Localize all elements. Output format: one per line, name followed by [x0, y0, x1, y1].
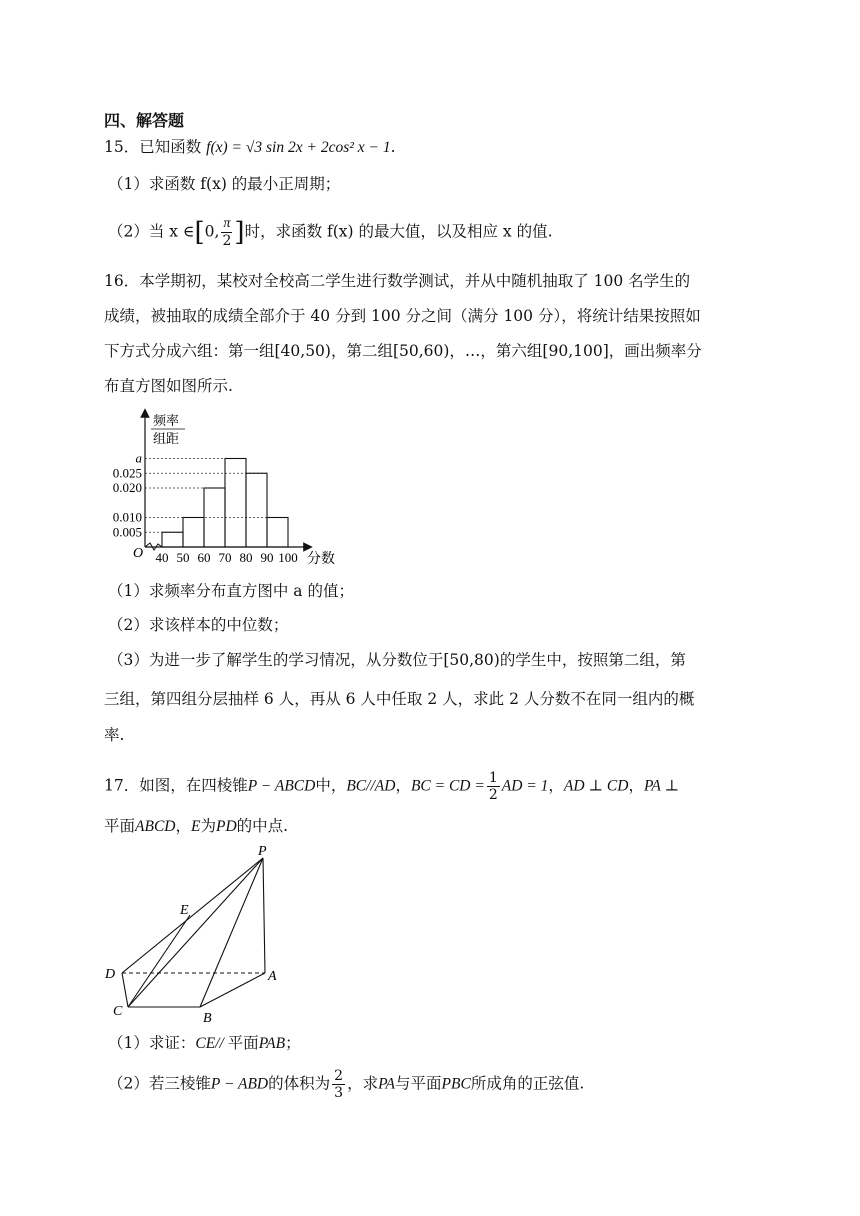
q17-part1-prefix: （1）求证：: [108, 1034, 196, 1052]
q16-part3-line1: （3）为进一步了解学生的学习情况，从分数位于[50,80)的学生中，按照第二组，第: [108, 651, 686, 669]
q17-part1-ce: CE//: [195, 1035, 228, 1052]
q17-part2-prefix: （2）若三棱锥: [108, 1074, 211, 1093]
histogram-bar: [267, 518, 288, 548]
q15-frac-den: 2: [222, 233, 232, 249]
q17-pyramid: P − ABCD: [247, 777, 316, 795]
q16-part2: （2）求该样本的中位数；: [108, 616, 289, 634]
y-tick-label: a: [135, 450, 142, 466]
q17-part2: [108, 1068, 584, 1101]
histogram-bar: [225, 459, 246, 548]
edge-dc: [122, 973, 128, 1007]
q17-two-thirds-num: 2: [334, 1068, 344, 1084]
q17-part2-suffix: 所成角的正弦值.: [470, 1074, 585, 1093]
q17-half-den: 2: [488, 787, 498, 803]
q17-eq-left: BC = CD =: [410, 777, 485, 795]
x-tick-label: 40: [155, 550, 169, 565]
q17-half: [487, 770, 500, 803]
q17-part2-and-plane: 与平面: [395, 1074, 442, 1093]
q15-interval-left: [: [194, 217, 205, 248]
q15-interval-zero: 0,: [204, 222, 220, 241]
x-axis-label: 分数: [307, 552, 335, 567]
q15-part2-prefix: （2）当 x ∈: [108, 222, 195, 241]
label-e: E: [180, 903, 189, 918]
label-a: A: [268, 969, 277, 984]
q15-frac-num: π: [223, 216, 231, 231]
q15-part2-suffix: 时，求函数 f(x) 的最大值，以及相应 x 的值.: [244, 222, 553, 241]
label-p: P: [258, 844, 267, 859]
q17-sep4: ，: [628, 776, 644, 795]
q17-part2-volume-word: 的体积为: [268, 1074, 331, 1093]
q15-function-formula: f(x) = √3 sin 2x + 2cos² x − 1: [206, 139, 391, 156]
q17-two-thirds-den: 3: [334, 1085, 344, 1101]
q17-plane-abcd: ABCD: [135, 818, 176, 835]
q17-line2-wei: 为: [200, 817, 216, 835]
q17-perp: AD ⊥ CD: [563, 777, 629, 795]
y-tick-label: 0.005: [112, 524, 142, 540]
q17-parallel: BC//AD: [346, 777, 396, 795]
q17-prefix: 17．如图，在四棱锥: [104, 776, 248, 795]
q17-sep1: 中，: [315, 776, 347, 795]
frequency-histogram: [100, 405, 360, 577]
y-tick-label: 0.010: [112, 509, 142, 525]
q15-part1: （1）求函数 f(x) 的最小正周期；: [108, 175, 341, 193]
pyramid-figure: [100, 840, 300, 1025]
edge-pa: [263, 858, 265, 973]
histogram-bar: [183, 518, 204, 548]
histogram-bar: [162, 532, 183, 547]
q17-part1-suffix: ；: [285, 1034, 301, 1052]
q16-line4: 布直方图如图所示.: [104, 377, 233, 395]
q17-line1: [104, 770, 679, 803]
q17-part2-plane: PBC: [441, 1075, 471, 1093]
label-b: B: [203, 1011, 212, 1025]
x-tick-label: 80: [239, 550, 253, 565]
edge-pd: [122, 858, 263, 973]
q17-point-e: E: [191, 818, 201, 835]
edge-pb: [200, 858, 263, 1007]
y-axis-label-bottom: 组距: [153, 431, 180, 446]
q15-stem-suffix: .: [390, 138, 396, 156]
q17-line2: [104, 815, 288, 838]
q16-line2: 成绩，被抽取的成绩全部介于 40 分到 100 分之间（满分 100 分），将统计结果按照如: [104, 307, 701, 325]
q17-part2-pa: PA: [378, 1075, 396, 1093]
q15-stem-prefix: 15．已知函数: [104, 138, 202, 156]
q17-sep2: ，: [395, 776, 411, 795]
q16-part1: （1）求频率分布直方图中 a 的值；: [108, 582, 354, 600]
q17-part2-pyramid: P − ABD: [210, 1075, 269, 1093]
x-tick-label: 60: [197, 550, 211, 565]
q17-segment-pd: PD: [215, 818, 237, 835]
x-tick-label: 90: [260, 550, 274, 565]
edge-ba: [200, 973, 265, 1007]
q17-part2-qiu: ，求: [347, 1074, 379, 1093]
y-tick-label: 0.020: [112, 480, 142, 495]
q17-sep3: ，: [548, 776, 564, 795]
label-c: C: [113, 1004, 123, 1019]
section-heading: 四、解答题: [104, 111, 185, 130]
origin-label: O: [133, 546, 144, 561]
q17-line2-suffix: 的中点.: [236, 817, 289, 835]
q17-line2-sep: ，: [175, 817, 191, 835]
q17-part1-plane: PAB: [258, 1035, 286, 1052]
q15-part2: [108, 216, 553, 249]
q16-part3-line3: 率.: [104, 726, 125, 744]
q17-part1: [108, 1032, 301, 1055]
y-tick-label: 0.025: [112, 465, 142, 481]
q16-line1: 16．本学期初，某校对全校高二学生进行数学测试，并从中随机抽取了 100 名学生的: [104, 272, 691, 290]
q17-eq-right: AD = 1: [501, 777, 549, 795]
y-axis-label-top: 频率: [153, 413, 180, 428]
q17-pa-perp: PA ⊥: [643, 777, 680, 795]
q17-part1-plane-word: 平面: [227, 1034, 259, 1052]
x-tick-label: 50: [176, 550, 190, 565]
q17-line2-prefix: 平面: [104, 817, 136, 835]
label-d: D: [105, 967, 116, 982]
q16-part3-line2: 三组，第四组分层抽样 6 人，再从 6 人中任取 2 人，求此 2 人分数不在同一组内的概: [104, 690, 695, 708]
q17-two-thirds: [332, 1068, 345, 1101]
q16-line3: 下方式分成六组：第一组[40,50)，第二组[50,60)，…，第六组[90,100]，画出频率分: [104, 342, 702, 360]
q15-pi-over-2: [221, 216, 232, 249]
histogram-bar: [246, 473, 267, 547]
x-tick-label: 100: [278, 550, 298, 565]
x-tick-label: 70: [218, 550, 232, 565]
q15-stem: [104, 136, 396, 159]
q17-half-num: 1: [488, 770, 498, 786]
q15-interval-right: ]: [234, 217, 245, 248]
